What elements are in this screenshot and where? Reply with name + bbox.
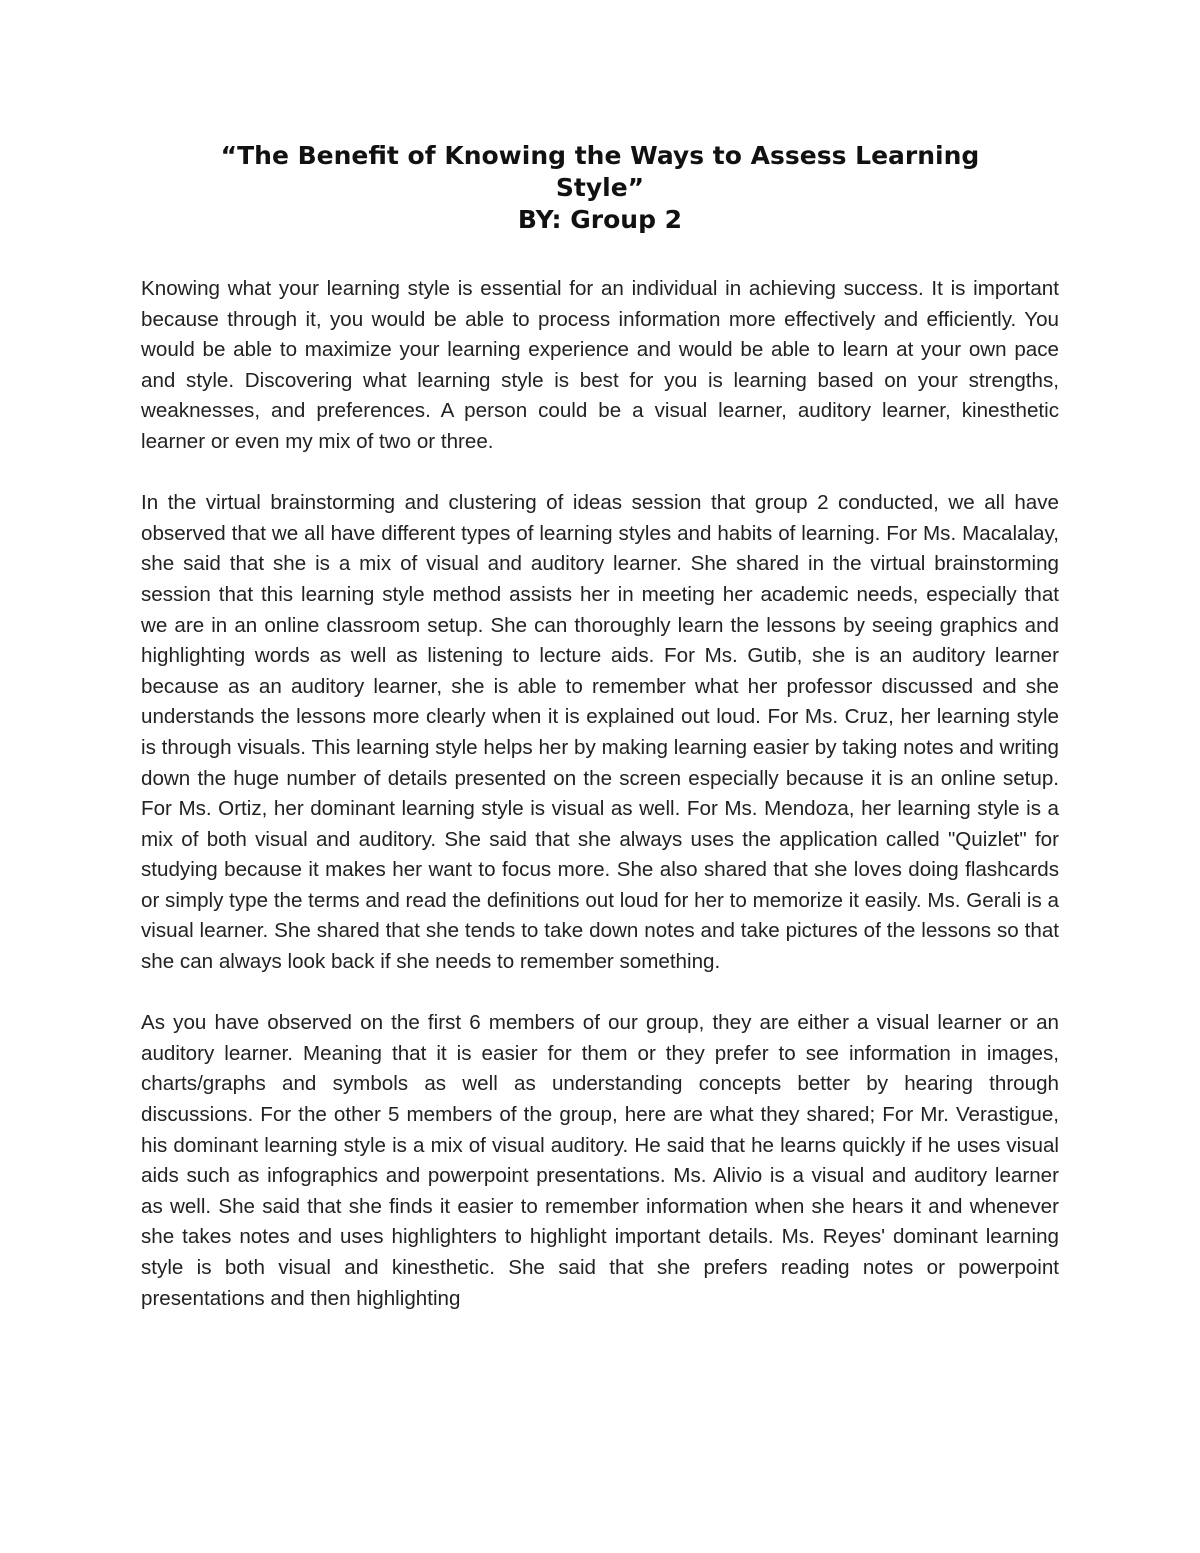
paragraph-3: As you have observed on the first 6 members of our group, they are either a visual learner or an auditory learner. Meaning that it is easier for them or they prefer to see information in images, charts/graphs and symbols as well as understanding concepts better by hearing through discussions. For the other 5 members of the group, here are what they shared; For Mr. Verastigue, his dominant learning style is a mix of visual auditory. He said that he learns quickly if he uses visual aids such as infographics and powerpoint presentations. Ms. Alivio is a visual and auditory learner as well. She said that she finds it easier to remember information when she hears it and whenever she takes notes and uses highlighters to highlight important details. Ms. Reyes' dominant learning style is both visual and kinesthetic. She said that she prefers reading notes or powerpoint presentations and then highlighting [141,1011,1059,1310]
title-line-2: Style” [555,173,645,202]
title-line-1: “The Benefit of Knowing the Ways to Assess Learning [220,141,980,170]
document-body [141,274,1059,1314]
paragraph-1: Knowing what your learning style is essential for an individual in achieving success. It is important because through it, you would be able to process information more effectively and efficiently. You would be able to maximize your learning experience and would be able to learn at your own pace and style. Discovering what learning style is best for you is learning based on your strengths, weaknesses, and preferences. A person could be a visual learner, auditory learner, kinesthetic learner or even my mix of two or three. [141,277,1059,453]
document-heading [141,140,1059,236]
paragraph-2: In the virtual brainstorming and clustering of ideas session that group 2 conducted, we all have observed that we all have different types of learning styles and habits of learning. For Ms. Macalalay, she said that she is a mix of visual and auditory learner. She shared in the virtual brainstorming session that this learning style method assists her in meeting her academic needs, especially that we are in an online classroom setup. She can thoroughly learn the lessons by seeing graphics and highlighting words as well as listening to lecture aids. For Ms. Gutib, she is an auditory learner because as an auditory learner, she is able to remember what her professor discussed and she understands the lessons more clearly when it is explained out loud. For Ms. Cruz, her learning style is through visuals. This learning style helps her by making learning easier by taking notes and writing down the huge number of details presented on the screen especially because it is an online setup. For Ms. Ortiz, her dominant learning style is visual as well. For Ms. Mendoza, her learning style is a mix of both visual and auditory. She said that she always uses the application called "Quizlet" for studying because it makes her want to focus more. She also shared that she loves doing flashcards or simply type the terms and read the definitions out loud for her to memorize it easily. Ms. Gerali is a visual learner. She shared that she tends to take down notes and take pictures of the lessons so that she can always look back if she needs to remember something. [141,491,1059,974]
byline: BY: Group 2 [517,205,683,234]
